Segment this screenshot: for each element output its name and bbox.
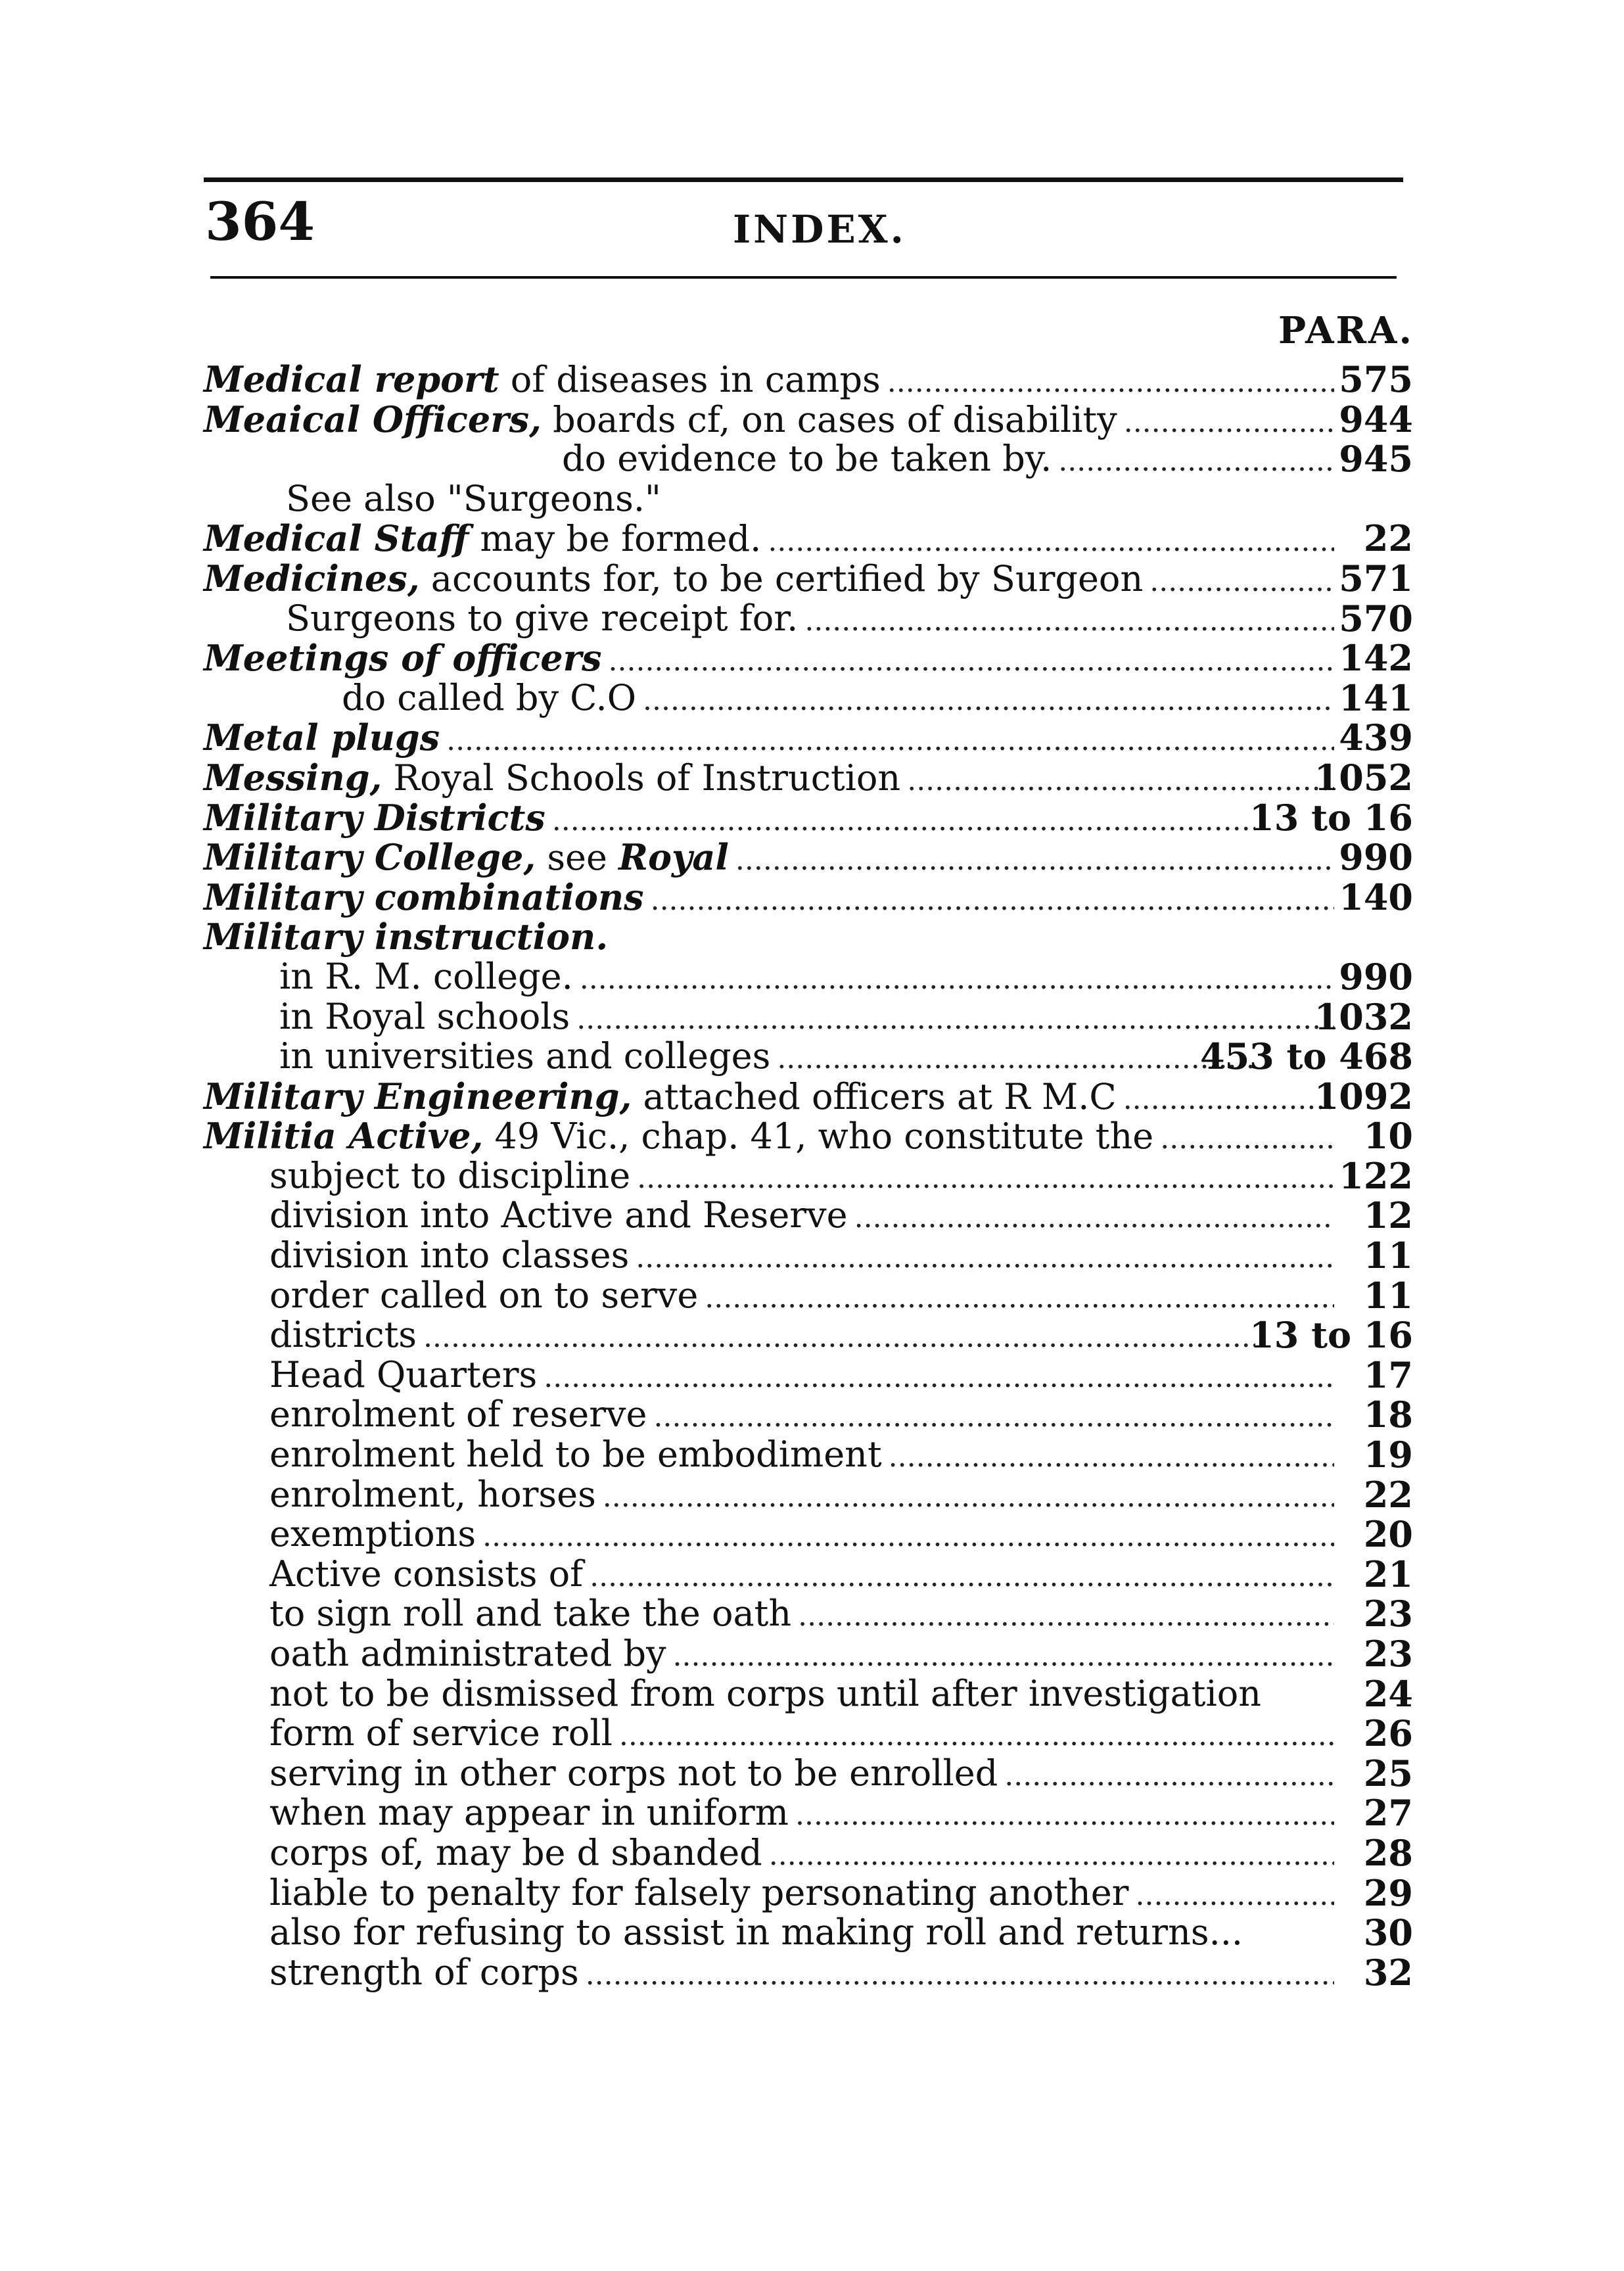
index-entry xyxy=(204,1037,1413,1077)
index-entry xyxy=(204,1674,1413,1714)
dot-leader xyxy=(705,1278,1334,1318)
index-entry-subject: See also "Surgeons." xyxy=(286,477,661,519)
dot-leader xyxy=(735,841,1334,880)
dot-leader xyxy=(603,1478,1334,1517)
paragraph-number: 571 xyxy=(1339,557,1413,599)
index-entry-text xyxy=(204,559,1143,599)
paragraph-number: 122 xyxy=(1339,1154,1413,1197)
dot-leader xyxy=(798,1597,1334,1636)
index-entry-text xyxy=(204,1116,1153,1156)
index-entry xyxy=(204,1913,1413,1953)
paragraph-number: 945 xyxy=(1339,438,1413,480)
paragraph-number: 11 xyxy=(1363,1274,1413,1317)
paragraph-number: 25 xyxy=(1363,1752,1413,1794)
index-entry xyxy=(204,1077,1413,1117)
index-entry-subject: not to be dismissed from corps until after investigation xyxy=(269,1672,1262,1714)
index-entry xyxy=(204,519,1413,559)
paragraph-number: 18 xyxy=(1363,1393,1413,1436)
index-entry-text xyxy=(204,1236,629,1275)
index-entry xyxy=(204,1953,1413,1993)
index-entry xyxy=(204,878,1413,918)
index-entry-subject: division into classes xyxy=(269,1234,630,1276)
index-entry-subject: strength of corps xyxy=(269,1951,579,1993)
index-entry-text xyxy=(204,1754,998,1793)
index-entry-text xyxy=(204,1674,1261,1714)
index-entry-heading: Militia Active, xyxy=(204,1115,484,1158)
index-entry xyxy=(204,439,1413,479)
paragraph-number: 20 xyxy=(1363,1513,1413,1556)
dot-leader xyxy=(654,1397,1334,1437)
dot-leader xyxy=(1058,442,1334,481)
index-entry xyxy=(204,1873,1413,1913)
paragraph-number: 453 to 468 xyxy=(1200,1035,1413,1078)
index-entry-text xyxy=(204,638,602,678)
paragraph-number: 17 xyxy=(1363,1353,1413,1396)
index-entry-heading: Meaical Officers, xyxy=(204,398,542,440)
index-entry-heading: Military combinations xyxy=(204,876,644,918)
index-entry-heading: Military instruction. xyxy=(204,916,609,958)
paragraph-number: 32 xyxy=(1363,1951,1413,1994)
index-entry-text xyxy=(204,400,1117,440)
paragraph-number: 23 xyxy=(1363,1633,1413,1675)
header-bottom-rule xyxy=(210,276,1397,279)
paragraph-number: 570 xyxy=(1339,597,1413,640)
dot-leader xyxy=(423,1318,1255,1357)
column-head-para: PARA. xyxy=(1278,309,1414,352)
dot-leader xyxy=(887,363,1334,402)
dot-leader xyxy=(1160,1119,1334,1159)
paragraph-number: 141 xyxy=(1339,676,1413,719)
paragraph-number: 140 xyxy=(1339,876,1413,918)
index-entry-subject: in R. M. college. xyxy=(279,955,573,997)
index-entry xyxy=(204,678,1413,718)
index-entry xyxy=(204,837,1413,878)
index-entry-text xyxy=(204,1555,583,1594)
paragraph-number: 19 xyxy=(1363,1434,1413,1476)
index-entry xyxy=(204,360,1413,400)
index-entry-text xyxy=(204,798,545,838)
index-entry-text xyxy=(204,1475,596,1514)
index-entry-subject: corps of, may be d sbanded xyxy=(269,1831,762,1873)
index-entry-subject: of diseases in camps xyxy=(499,359,881,400)
index-entry-text xyxy=(204,1594,791,1633)
dot-leader xyxy=(643,681,1334,720)
index-entry-text xyxy=(204,878,644,918)
page-number: 364 xyxy=(205,191,315,252)
dot-leader xyxy=(854,1198,1334,1238)
dot-leader xyxy=(673,1637,1334,1676)
index-entry xyxy=(204,1156,1413,1196)
index-entry xyxy=(204,599,1413,639)
index-entry-subject: 49 Vic., chap. 41, who constitute the xyxy=(483,1115,1154,1158)
paragraph-number: 13 to 16 xyxy=(1249,1314,1413,1357)
dot-leader xyxy=(446,721,1334,761)
index-entry-text xyxy=(204,678,636,718)
index-entry xyxy=(204,479,1413,519)
index-entry xyxy=(204,1714,1413,1754)
paragraph-number: 21 xyxy=(1363,1553,1413,1595)
index-entry xyxy=(204,1435,1413,1475)
index-entry-subject: liable to penalty for falsely personating another xyxy=(269,1871,1129,1913)
dot-leader xyxy=(889,1438,1334,1477)
index-entry-heading: Medical report xyxy=(204,358,499,400)
dot-leader xyxy=(1123,1080,1334,1119)
dot-leader xyxy=(651,881,1334,920)
paragraph-number: 12 xyxy=(1363,1194,1413,1237)
index-entry-subject: do called by C.O xyxy=(342,676,636,718)
paragraph-number: 10 xyxy=(1363,1115,1413,1158)
index-entry-subject: form of service roll xyxy=(269,1712,613,1754)
index-entry xyxy=(204,1754,1413,1794)
index-entry-text xyxy=(204,1793,789,1833)
index-entry xyxy=(204,1594,1413,1634)
index-entry-subject: see xyxy=(536,837,619,879)
dot-leader xyxy=(586,1955,1334,1995)
paragraph-number: 944 xyxy=(1339,398,1413,440)
index-entry xyxy=(204,1793,1413,1833)
index-entry-text xyxy=(204,1077,1117,1117)
index-entry-text xyxy=(204,1276,698,1315)
index-entry-heading: Metal plugs xyxy=(204,716,440,759)
index-entry xyxy=(204,758,1413,798)
index-entry-heading: Messing, xyxy=(204,756,383,799)
index-entry xyxy=(204,1315,1413,1355)
header-top-rule xyxy=(204,177,1403,182)
index-entry-text xyxy=(204,1873,1129,1913)
index-entry-subject: enrolment held to be embodiment xyxy=(269,1434,882,1476)
index-entry-text xyxy=(204,519,761,559)
index-entry-text xyxy=(204,1395,647,1434)
index-entry-text xyxy=(204,1435,882,1474)
index-entry-text xyxy=(204,1156,630,1196)
paragraph-number: 439 xyxy=(1339,716,1413,759)
index-entry xyxy=(204,400,1413,440)
index-entry-text xyxy=(204,439,1052,479)
index-entry-text xyxy=(204,957,573,996)
paragraph-number: 23 xyxy=(1363,1593,1413,1635)
dot-leader xyxy=(544,1358,1334,1397)
index-entry-heading: Medical Staff xyxy=(204,517,469,560)
index-entry-subject: do evidence to be taken by. xyxy=(562,438,1052,480)
dot-leader xyxy=(907,761,1334,801)
paragraph-number: 28 xyxy=(1363,1831,1413,1874)
index-entry-text xyxy=(204,997,570,1037)
index-entry-subject: when may appear in uniform xyxy=(269,1792,789,1834)
index-entry-text xyxy=(204,360,881,400)
dot-leader xyxy=(1004,1756,1334,1796)
dot-leader xyxy=(795,1796,1334,1835)
index-entry-text xyxy=(204,917,608,957)
index-entry xyxy=(204,917,1413,957)
paragraph-number: 30 xyxy=(1363,1911,1413,1954)
paragraph-number: 22 xyxy=(1363,1473,1413,1516)
dot-leader xyxy=(580,960,1334,999)
index-entry-subject: serving in other corps not to be enrolled xyxy=(269,1752,998,1794)
dot-leader xyxy=(482,1517,1334,1557)
dot-leader xyxy=(552,801,1255,841)
index-entry-subject: also for refusing to assist in making roll and returns... xyxy=(269,1911,1243,1954)
index-entry-subject: division into Active and Reserve xyxy=(269,1194,848,1236)
paragraph-number: 990 xyxy=(1339,836,1413,879)
index-entry xyxy=(204,559,1413,599)
index-entry-subject: in universities and colleges xyxy=(279,1035,771,1077)
paragraph-number: 26 xyxy=(1363,1712,1413,1755)
index-entry-subject: to sign roll and take the oath xyxy=(269,1593,792,1635)
paragraph-number: 29 xyxy=(1363,1871,1413,1914)
paragraph-number: 1092 xyxy=(1314,1075,1413,1117)
index-entry-subject: may be formed. xyxy=(469,518,762,560)
index-entry-text xyxy=(204,1037,770,1076)
paragraph-number: 142 xyxy=(1339,637,1413,680)
dot-leader xyxy=(1136,1876,1335,1915)
index-entry-subject: in Royal schools xyxy=(279,995,570,1037)
paragraph-number: 13 to 16 xyxy=(1249,796,1413,839)
paragraph-number: 990 xyxy=(1339,955,1413,998)
index-entry xyxy=(204,1116,1413,1156)
index-entry xyxy=(204,1634,1413,1674)
dot-leader xyxy=(609,642,1335,681)
index-entry xyxy=(204,1475,1413,1515)
index-entry-subject: Active consists of xyxy=(269,1553,584,1595)
index-entry-text xyxy=(204,1315,417,1355)
dot-leader xyxy=(1149,562,1334,601)
index-entry-text xyxy=(204,1953,579,1992)
paragraph-number: 22 xyxy=(1363,517,1413,560)
index-entry-subject: enrolment, horses xyxy=(269,1473,596,1515)
paragraph-number: 27 xyxy=(1363,1792,1413,1835)
index-entry-text xyxy=(204,479,661,519)
running-head: INDEX. xyxy=(733,207,906,252)
index-entry xyxy=(204,1514,1413,1555)
paragraph-number: 24 xyxy=(1363,1672,1413,1715)
index-entry xyxy=(204,718,1413,758)
index-entry xyxy=(204,957,1413,997)
paragraph-number: 1052 xyxy=(1314,756,1413,799)
index-entry xyxy=(204,1555,1413,1595)
index-entry-text xyxy=(204,1833,762,1873)
index-entry-text xyxy=(204,1634,666,1674)
index-entry-subject: order called on to serve xyxy=(269,1274,699,1316)
index-entry-text xyxy=(204,837,729,878)
index-entry-heading: Military Engineering, xyxy=(204,1075,632,1117)
index-entry-text xyxy=(204,1714,613,1753)
index-entry xyxy=(204,997,1413,1037)
index-entry-heading: Military Districts xyxy=(204,796,545,839)
paragraph-number: 1032 xyxy=(1314,995,1413,1038)
index-entry-text xyxy=(204,1196,848,1235)
index-entry-heading: Medicines, xyxy=(204,557,420,599)
index-entry-subject: exemptions xyxy=(269,1513,476,1555)
dot-leader xyxy=(576,1000,1334,1039)
index-entry-text xyxy=(204,599,798,638)
index-entry xyxy=(204,638,1413,678)
index-entry xyxy=(204,1355,1413,1395)
paragraph-number: 575 xyxy=(1339,358,1413,400)
index-entry-crossref: Royal xyxy=(618,836,729,879)
index-entry xyxy=(204,1395,1413,1435)
index-entry-subject: enrolment of reserve xyxy=(269,1393,647,1436)
index-entry-text xyxy=(204,1913,1243,1952)
index-entry-text xyxy=(204,1355,537,1395)
index-entry-subject: boards cf, on cases of disability xyxy=(541,398,1117,440)
dot-leader xyxy=(777,1039,1255,1079)
index-entry xyxy=(204,1236,1413,1276)
index-entries xyxy=(204,360,1413,1992)
index-entry xyxy=(204,1833,1413,1873)
dot-leader xyxy=(769,1836,1334,1875)
index-entry xyxy=(204,1276,1413,1316)
index-entry-subject: districts xyxy=(269,1314,417,1356)
index-entry xyxy=(204,798,1413,838)
index-entry xyxy=(204,1196,1413,1236)
index-entry-subject: Royal Schools of Instruction xyxy=(382,757,901,799)
index-entry-subject: Head Quarters xyxy=(269,1353,538,1395)
dot-leader xyxy=(590,1557,1334,1597)
index-entry-text xyxy=(204,1514,476,1554)
index-entry-heading: Military College, xyxy=(204,836,536,879)
index-entry-text xyxy=(204,718,440,758)
dot-leader xyxy=(636,1238,1334,1278)
index-entry-heading: Meetings of officers xyxy=(204,637,602,680)
index-entry-text xyxy=(204,758,900,798)
dot-leader xyxy=(1124,403,1334,442)
dot-leader xyxy=(637,1159,1334,1198)
index-entry-subject: accounts for, to be certified by Surgeon xyxy=(419,557,1144,599)
dot-leader xyxy=(768,522,1334,561)
dot-leader xyxy=(619,1716,1334,1756)
index-entry-subject: Surgeons to give receipt for. xyxy=(286,597,799,639)
index-entry-subject: attached officers at R M.C xyxy=(632,1075,1117,1117)
dot-leader xyxy=(804,601,1334,641)
paragraph-number: 11 xyxy=(1363,1234,1413,1277)
index-entry-subject: subject to discipline xyxy=(269,1154,631,1196)
index-entry-subject: oath administrated by xyxy=(269,1633,666,1674)
